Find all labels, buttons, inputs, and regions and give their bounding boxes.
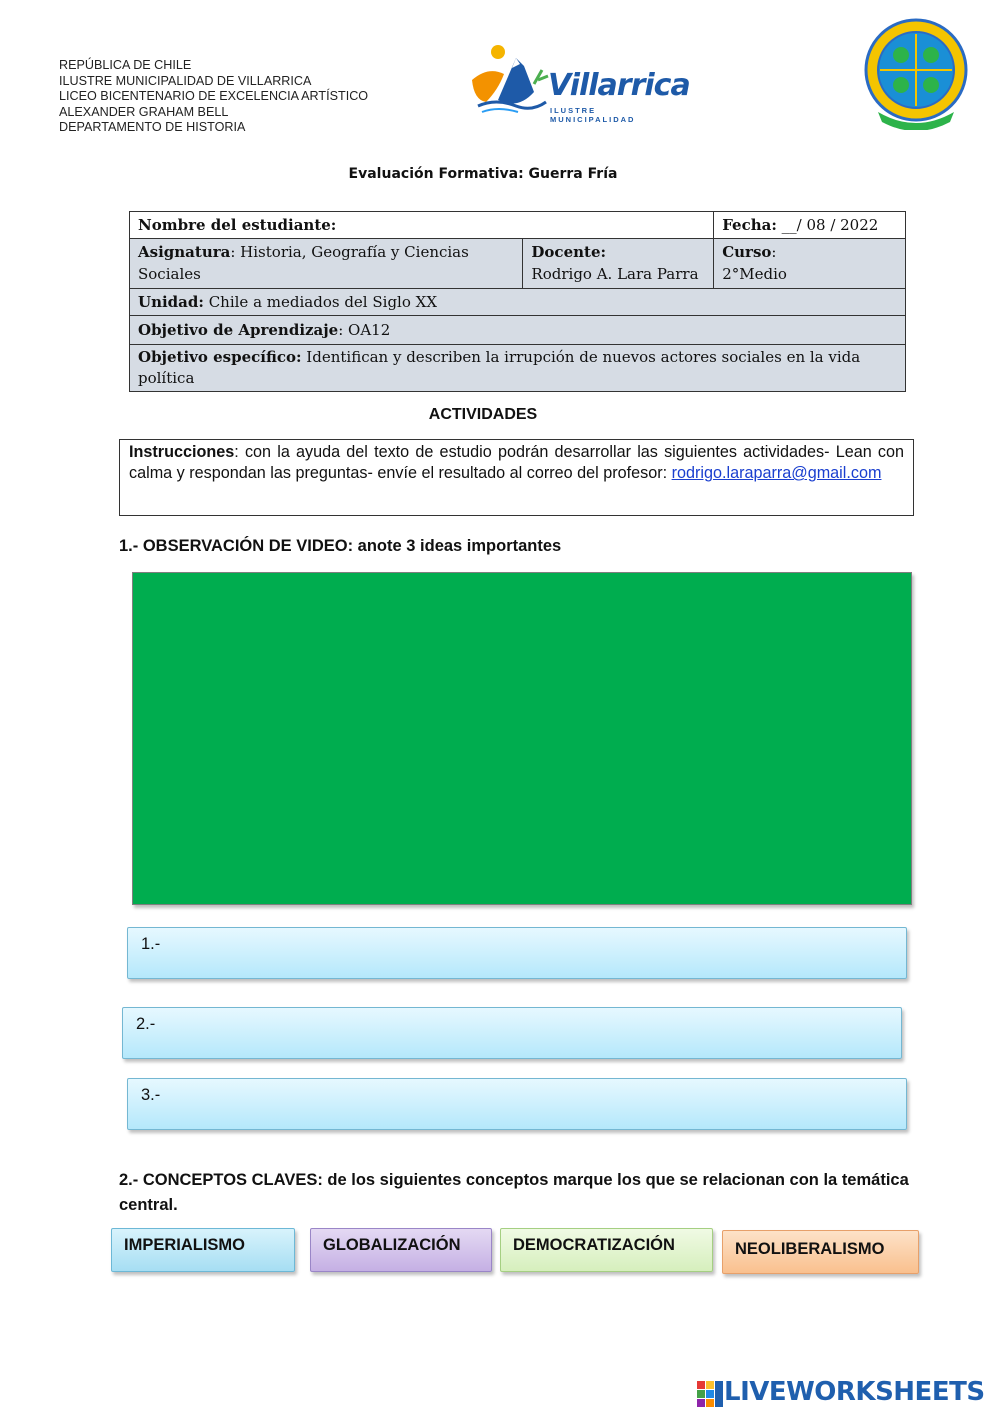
answer-field-1[interactable] xyxy=(127,927,907,979)
subject-cell: Asignatura: Historia, Geografía y Ciencias Sociales xyxy=(130,239,523,289)
student-name-cell[interactable]: Nombre del estudiante: xyxy=(130,212,714,239)
school-header xyxy=(59,58,368,136)
liveworksheets-logo-icon xyxy=(697,1381,723,1407)
answer-number: 1.- xyxy=(141,935,161,953)
teacher-cell: Docente: Rodrigo A. Lara Parra xyxy=(523,239,714,289)
activities-heading: ACTIVIDADES xyxy=(428,406,538,423)
villarrica-logo xyxy=(468,40,690,124)
document-title: Evaluación Formativa: Guerra Fría xyxy=(348,166,618,182)
header-line: ALEXANDER GRAHAM BELL xyxy=(59,104,229,119)
logo-subtitle: ILUSTRE MUNICIPALIDAD xyxy=(550,106,636,124)
answer-number: 2.- xyxy=(136,1015,156,1033)
answer-field-3[interactable] xyxy=(127,1078,907,1130)
answer-number: 3.- xyxy=(141,1086,161,1104)
question-2-title: 2.- CONCEPTOS CLAVES: de los siguientes conceptos marque los que se relacionan con la temática central. xyxy=(119,1171,909,1214)
unit-cell: Unidad: Chile a mediados del Siglo XX xyxy=(130,289,906,316)
liveworksheets-watermark xyxy=(697,1377,997,1409)
student-info-table xyxy=(129,211,906,392)
header-line: ILUSTRE MUNICIPALIDAD DE VILLARRICA xyxy=(59,73,312,88)
date-cell[interactable]: Fecha: __/ 08 / 2022 xyxy=(714,212,906,239)
volcano-logo-icon xyxy=(468,40,550,120)
course-cell: Curso: 2°Medio xyxy=(714,239,906,289)
header-line: DEPARTAMENTO DE HISTORIA xyxy=(59,120,246,135)
teacher-email-link[interactable]: rodrigo.laraparra@gmail.com xyxy=(671,464,882,482)
concept-globalizacion-button[interactable]: GLOBALIZACIÓN xyxy=(310,1228,492,1272)
concept-imperialismo-button[interactable]: IMPERIALISMO xyxy=(111,1228,295,1272)
watermark-text: LIVEWORKSHEETS xyxy=(724,1377,985,1407)
instructions-label: Instrucciones xyxy=(129,443,235,461)
video-area[interactable] xyxy=(132,572,912,905)
school-seal-icon xyxy=(864,16,968,130)
specific-objective-cell: Objetivo específico: Identifican y describen la irrupción de nuevos actores sociales en la vida política xyxy=(130,345,906,392)
answer-field-2[interactable] xyxy=(122,1007,902,1059)
concept-democratizacion-button[interactable]: DEMOCRATIZACIÓN xyxy=(500,1228,713,1272)
concept-neoliberalismo-button[interactable]: NEOLIBERALISMO xyxy=(722,1230,919,1274)
header-line: REPÚBLICA DE CHILE xyxy=(59,58,192,72)
instructions-text: : con la ayuda del texto de estudio podrán desarrollar las siguientes actividades- Lean con calma y respondan las preguntas- envíe el resultado al correo del profesor: xyxy=(129,443,904,482)
instructions-box xyxy=(119,439,914,516)
header-line: LICEO BICENTENARIO DE EXCELENCIA ARTÍSTICO xyxy=(59,89,369,104)
logo-word: Villarrica xyxy=(548,68,690,103)
question-1-title: 1.- OBSERVACIÓN DE VIDEO: anote 3 ideas importantes xyxy=(119,537,562,555)
objective-cell: Objetivo de Aprendizaje: OA12 xyxy=(130,316,906,345)
